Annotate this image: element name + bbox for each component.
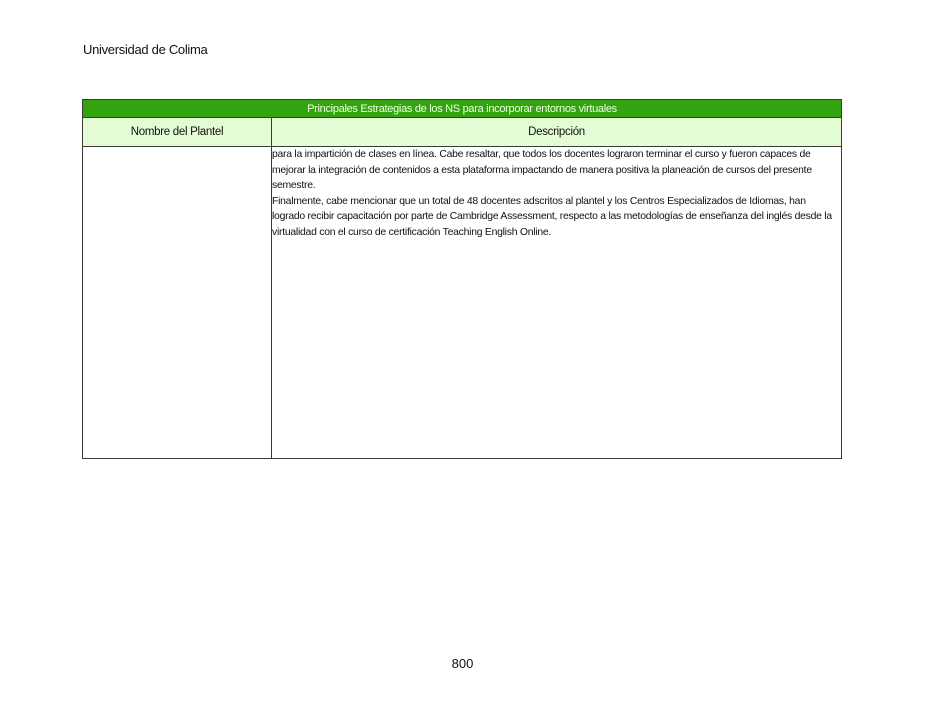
table-title-row (83, 100, 842, 118)
plantel-name-cell (83, 147, 272, 459)
document-header: Universidad de Colima (83, 42, 208, 57)
description-paragraph: Finalmente, cabe mencionar que un total de 48 docentes adscritos al plantel y los Centros Especializados de Idiomas, han logrado recibir capacitación por parte de Cambridge Assessment, respecto a las metodologías de enseñanza del inglés desde la virtualidad con el curso de certificación Teaching English Online. (272, 195, 832, 238)
column-header-description: Descripción (272, 118, 842, 147)
description-cell (272, 147, 842, 459)
page-number: 800 (451, 656, 474, 671)
table-row (83, 147, 842, 459)
strategies-table (82, 99, 842, 459)
table-header-row (83, 118, 842, 147)
column-header-name: Nombre del Plantel (83, 118, 272, 147)
description-paragraph: para la impartición de clases en línea. Cabe resaltar, que todos los docentes lograron terminar el curso y fueron capaces de mejorar la integración de contenidos a esta plataforma impactando de manera positiva la planeación de cursos del presente semestre. (272, 149, 812, 192)
table-title: Principales Estrategias de los NS para incorporar entornos virtuales (83, 100, 842, 118)
